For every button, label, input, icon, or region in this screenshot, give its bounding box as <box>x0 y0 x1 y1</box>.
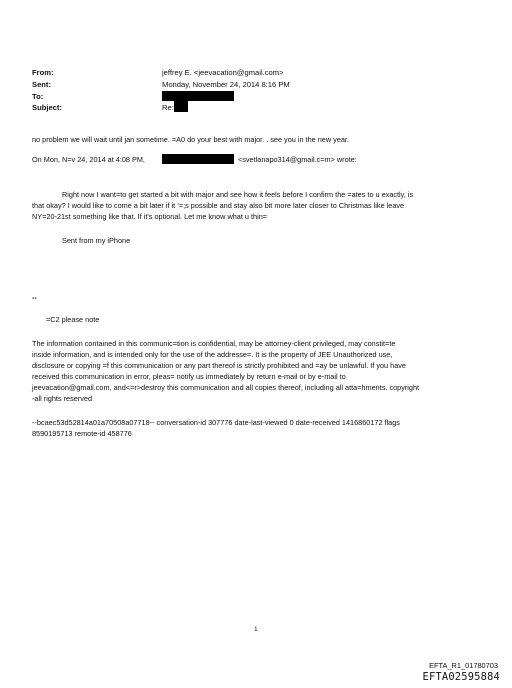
redaction-to <box>162 91 234 101</box>
disclaimer-line-5: jeevacation@gmail.com, and<=r>destroy this communication and all copies thereof, including all atta=hments. copyright <box>32 383 420 392</box>
quoted-line-1: Right now I want=to get started a bit with major and see how it feels before I confirm the =ates to u exactly, is <box>62 190 414 199</box>
disclaimer-line-4: received this communication in error, pleas= notify us immediately by return e-mail or by e-mail to <box>32 372 346 381</box>
quoted-line-2: that okay? I would like to come a bit later if it ’=;s possible and stay also bit more later closer to Christmas like leave <box>32 201 405 210</box>
separator: -- <box>32 293 37 302</box>
from-value: jeffrey E. <jeevacation@gmail.com> <box>162 68 284 77</box>
doc-id-large: EFTA02595884 <box>422 671 500 683</box>
sent-value: Monday, November 24, 2014 8:16 PM <box>162 80 290 89</box>
page-number: 1 <box>254 626 258 633</box>
redaction-subject <box>174 100 188 112</box>
subject-label: Subject: <box>32 103 62 112</box>
to-label: To: <box>32 92 44 101</box>
redaction-sender <box>162 154 234 164</box>
quote-email: <svetlanapo314@gmail.c=m> wrote: <box>238 155 357 164</box>
reply-line: no problem we will wait until jan sometime. =A0 do your best with major. . see you in the new year. <box>32 135 349 144</box>
quoted-line-3: NY=20-21st something like that. If it's optional. Let me know what u thin= <box>32 212 268 221</box>
note-line: =C2 please note <box>46 315 100 324</box>
subject-value: Re: <box>162 103 174 112</box>
disclaimer-line-6: -all rights reserved <box>32 394 93 403</box>
doc-id-small: EFTA_R1_01780703 <box>429 661 498 670</box>
meta-line-2: 8590195713 remote-id 458776 <box>32 429 132 438</box>
disclaimer-line-3: disclosure or copying =f this communication or any part thereof is strictly prohibited and =ay be unlawful. If you have <box>32 361 406 370</box>
disclaimer-line-2: inside information, and is intended only for the use of the addresse=. It is the property of JEE Unauthorized use, <box>32 350 393 359</box>
meta-line-1: --bcaec53d52814a01a70508a07718-- conversation-id 307776 date-last-viewed 0 date-received 1416860172 flags <box>32 418 400 427</box>
from-label: From: <box>32 68 54 77</box>
sent-from-iphone: Sent from my iPhone <box>62 236 131 245</box>
quote-prefix: On Mon, N=v 24, 2014 at 4:08 PM, <box>32 155 145 164</box>
sent-label: Sent: <box>32 80 51 89</box>
disclaimer-line-1: The information contained in this communic=tion is confidential, may be attorney-client privileged, may constit=te <box>32 339 396 348</box>
